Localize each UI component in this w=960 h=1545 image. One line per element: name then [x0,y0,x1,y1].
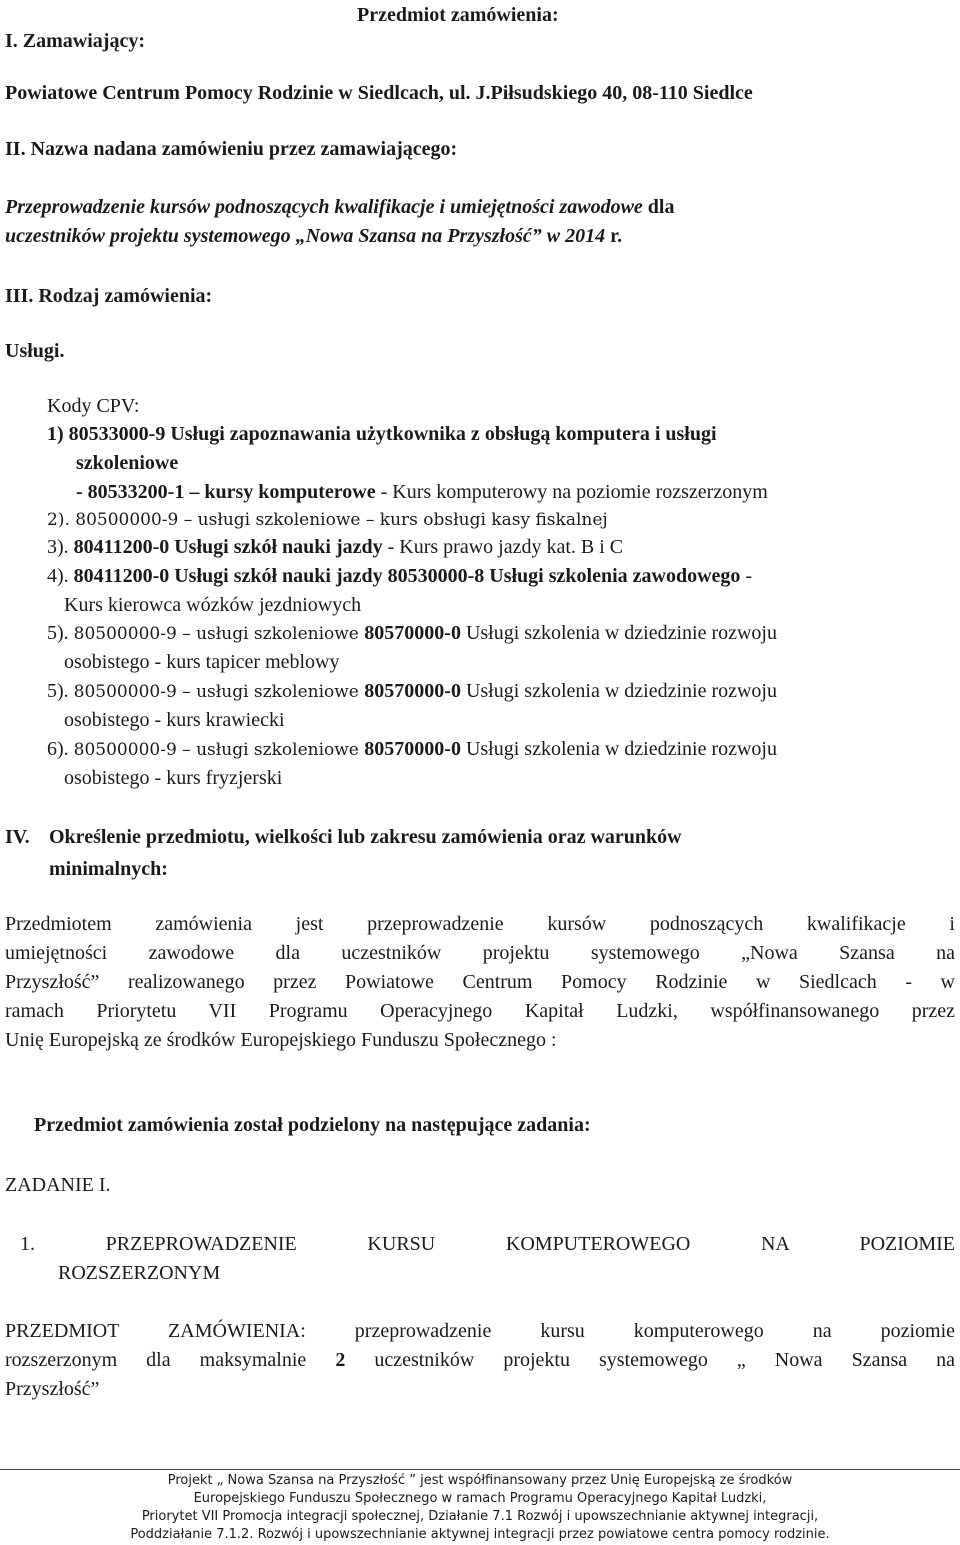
contract-name-line-2 [5,225,622,248]
cpv-item-1-sub-rest: - Kurs komputerowy na poziomie rozszerzonym [375,481,768,503]
cpv-item-3-rest: - Kurs prawo jazdy kat. B i C [382,536,624,558]
cpv-item-5b-bold: 80570000-0 [364,680,461,702]
cpv-item-3 [47,536,623,559]
description-line-4: ramach Priorytetu VII Programu Operacyjnego Kapitał Ludzki, współfinansowanego przez [5,1000,955,1022]
description-line-3: Przyszłość” realizowanego przez Powiatowe Centrum Pomocy Rodzinie w Siedlcach - w [5,971,955,993]
task-1-title-line-2: ROZSZERZONYM [58,1262,221,1284]
order-type: Usługi. [5,340,65,362]
cpv-item-5a-rest: Usługi szkolenia w dziedzinie rozwoju [460,622,777,644]
cpv-item-6-num: 6). [47,738,74,760]
cpv-item-6-bold: 80570000-0 [364,738,461,760]
task-subject-line-2b: uczestników projektu systemowego „ Nowa Szansa na [345,1349,955,1371]
subject-heading: Przedmiot zamówienia: [357,4,559,26]
section-4-heading-line-1: Określenie przedmiotu, wielkości lub zakresu zamówienia oraz warunków [49,826,682,848]
cpv-label: Kody CPV: [47,395,140,417]
description-line-1: Przedmiotem zamówienia jest przeprowadzenie kursów podnoszących kwalifikacje i [5,913,955,935]
section-3-heading: III. Rodzaj zamówienia: [5,285,213,307]
cpv-item-4-rest: - [740,565,753,587]
ordering-party: Powiatowe Centrum Pomocy Rodzinie w Siedlcach, ul. J.Piłsudskiego 40, 08-110 Siedlce [5,82,753,104]
cpv-item-5a-num: 5). [47,622,74,644]
cpv-item-4 [47,565,752,588]
section-1-heading: I. Zamawiający: [5,30,145,52]
contract-name-rest-2: r. [605,225,623,247]
cpv-item-5b-line-2: osobistego - kurs krawiecki [64,709,285,731]
footer-line-4: Poddziałanie 7.1.2. Rozwój i upowszechnianie aktywnej integracji przez powiatowe centra pomocy rodzinie. [130,1527,830,1542]
contract-name-italic-1: Przeprowadzenie kursów podnoszących kwalifikacje i umiejętności zawodowe [5,196,643,218]
cpv-item-4-bold: 80411200-0 Usługi szkół nauki jazdy 80530000-8 Usługi szkolenia zawodowego [73,565,741,587]
description-line-2: umiejętności zawodowe dla uczestników projektu systemowego „Nowa Szansa na [5,942,955,964]
cpv-item-5b-rest: Usługi szkolenia w dziedzinie rozwoju [460,680,777,702]
cpv-item-1-sub [76,481,768,504]
cpv-item-6-line-2: osobistego - kurs fryzjerski [64,767,283,789]
cpv-item-2: 2). 80500000-9 – usługi szkoleniowe – kurs obsługi kasy fiskalnej [47,510,608,530]
footer-line-1: Projekt „ Nowa Szansa na Przyszłość ” jest współfinansowany przez Unię Europejską ze środków [167,1473,793,1488]
section-4-heading-line-2: minimalnych: [49,858,168,880]
contract-name-italic-2: uczestników projektu systemowego „Nowa Szansa na Przyszłość” w 2014 [5,225,606,247]
section-4-number: IV. [5,826,30,848]
cpv-item-4-num: 4). [47,565,74,587]
cpv-item-6-rest: Usługi szkolenia w dziedzinie rozwoju [460,738,777,760]
cpv-item-5b [47,680,777,703]
cpv-item-4-line-2: Kurs kierowca wózków jezdniowych [64,594,362,616]
participant-count: 2 [335,1349,346,1371]
division-heading: Przedmiot zamówienia został podzielony na następujące zadania: [34,1114,591,1136]
description-line-5: Unię Europejską ze środków Europejskiego Funduszu Społecznego : [5,1029,557,1051]
cpv-item-6-small: 80500000-9 – usługi szkoleniowe [73,740,365,760]
cpv-item-5b-small: 80500000-9 – usługi szkoleniowe [73,682,365,702]
cpv-item-1-line-2: szkoleniowe [76,452,179,474]
cpv-item-5a-bold: 80570000-0 [364,622,461,644]
task-subject-line-1: PRZEDMIOT ZAMÓWIENIA: przeprowadzenie kursu komputerowego na poziomie [5,1320,955,1342]
task-subject-line-2a: rozszerzonym dla maksymalnie [5,1349,336,1371]
cpv-item-5a-line-2: osobistego - kurs tapicer meblowy [64,651,340,673]
cpv-item-1-sub-code: - 80533200-1 – kursy komputerowe [76,481,376,503]
footer-divider [0,1469,960,1470]
cpv-item-1-line-1: 1) 80533000-9 Usługi zapoznawania użytkownika z obsługą komputera i usługi [47,423,717,445]
footer-line-2: Europejskiego Funduszu Społecznego w ramach Programu Operacyjnego Kapitał Ludzki, [193,1491,767,1506]
cpv-item-3-bold: 80411200-0 Usługi szkół nauki jazdy [73,536,383,558]
footer-line-3: Priorytet VII Promocja integracji społecznej, Działanie 7.1 Rozwój i upowszechnianie aktywnej integracji, [141,1509,819,1524]
cpv-item-5a [47,622,777,645]
cpv-item-6 [47,738,777,761]
task-subject-line-2 [5,1349,955,1372]
section-2-heading: II. Nazwa nadana zamówieniu przez zamawiającego: [5,138,458,160]
task-heading: ZADANIE I. [5,1174,111,1196]
task-1-title-line-1: 1. PRZEPROWADZENIE KURSU KOMPUTEROWEGO NA POZIOMIE [20,1233,955,1255]
cpv-item-3-num: 3). [47,536,74,558]
contract-name-rest-1: dla [642,196,675,218]
cpv-item-5a-small: 80500000-9 – usługi szkoleniowe [73,624,365,644]
contract-name-line-1 [5,196,674,219]
task-subject-line-3: Przyszłość” [5,1378,100,1400]
cpv-item-5b-num: 5). [47,680,74,702]
